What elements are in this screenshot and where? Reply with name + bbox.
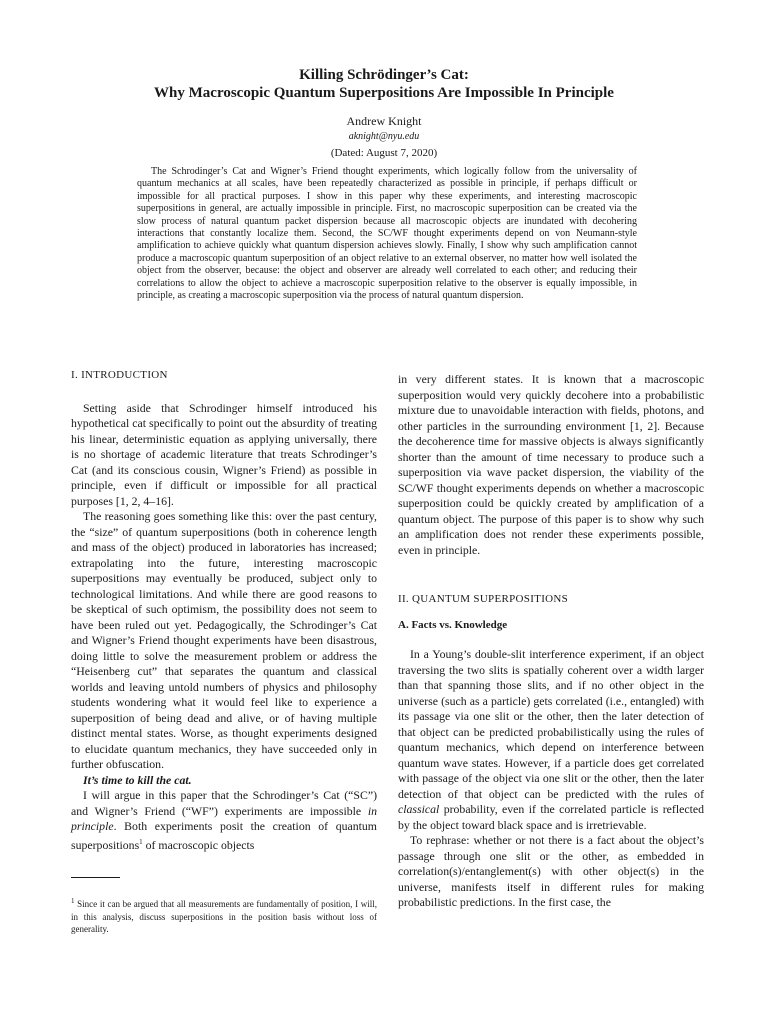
- title-line-2: Why Macroscopic Quantum Superpositions Are Impossible In Principle: [154, 85, 614, 101]
- section-heading-quantum-superpositions: II. QUANTUM SUPERPOSITIONS: [398, 593, 569, 605]
- author-name: Andrew Knight: [346, 114, 422, 128]
- s2-p1-text-a: In a Young’s double-slit interference experiment, if an object traversing the two slits is spatially coherent over a width larger than that spanning those slits, and if no other object in the universe (such as a particle) gets correlated (i.e., entangled) with its passage via one slit or the other, then the later detection of that object can be predicted probabilistically using the rules of quantum mechanics, which depend on interference between quantum wave states. However, if a particle does get correlated with passage of the object via one slit or the other, then the later detection of that object can be predicted with the rules of: [398, 647, 704, 801]
- s2-p1-emphasis: classical: [398, 802, 440, 816]
- footnote-mark: 1: [71, 897, 75, 905]
- intro-p3-text-c: of macroscopic objects: [142, 837, 255, 852]
- intro-paragraph-3: [71, 788, 377, 853]
- footnote-divider: [71, 877, 120, 878]
- intro-p3-emphasis: in principle: [71, 803, 377, 833]
- intro-p3-text-a: I will argue in this paper that the Schrodinger’s Cat (“SC”) and Wigner’s Friend (“WF”) experiments are impossible: [71, 788, 377, 818]
- section-heading-introduction: I. INTRODUCTION: [71, 369, 168, 381]
- intro-paragraph-1: Setting aside that Schrodinger himself introduced his hypothetical cat specifically to point out the absurdity of treating his linear, deterministic equation as applying universally, there is no shortage of academic literature that treats Schrodinger’s Cat (and its conscious cousin, Wigner’s Friend) as possible in principle, even if difficult or impossible for all practical purposes [1, 2, 4–16].: [71, 400, 377, 508]
- title-line-1: Killing Schrödinger’s Cat:: [299, 67, 469, 83]
- footnote-1: [71, 895, 377, 936]
- intro-p3-text-b: . Both experiments posit the creation of quantum superpositions: [71, 819, 377, 852]
- date-line: (Dated: August 7, 2020): [330, 147, 438, 159]
- intro-continuation: in very different states. It is known that a macroscopic superposition would very quickly decohere into a probabilistic mixture due to unavoidable interaction with fields, photons, and other particles in the surrounding environment [1, 2]. Because the decoherence time for massive objects is always significantly shorter than the amount of time necessary to produce such a superposition via wave packet dispersion, the viability of the SC/WF thought experiments depends on whether a macroscopic superposition could be quickly created by amplification of a quantum object. The purpose of this paper is to show why such an amplification does not render these experiments possible, even in principle.: [398, 372, 704, 557]
- section2-paragraph-2: To rephrase: whether or not there is a fact about the object’s passage through one slit or the other, as embedded in correlation(s)/entanglement(s) with other object(s) in the universe, manifests itself in different rules for making probabilistic predictions. In the first case, the: [398, 833, 704, 909]
- section2-paragraph-1: [398, 647, 704, 833]
- author-email: aknight@nyu.edu: [348, 131, 420, 142]
- subsection-heading-facts-vs-knowledge: A. Facts vs. Knowledge: [398, 618, 508, 631]
- s2-p1-text-b: probability, even if the correlated particle is reflected by the object toward black space and is irretrievable.: [398, 802, 704, 832]
- footnote-text: Since it can be argued that all measurements are fundamentally of position, I will, in this analysis, discuss superpositions in the position basis without loss of generality.: [71, 899, 378, 934]
- paper-title: [60, 66, 708, 102]
- right-column: [398, 372, 704, 911]
- left-column: [71, 368, 377, 853]
- intro-paragraph-2: The reasoning goes something like this: over the past century, the “size” of quantum superpositions (both in coherence length and mass of the object) produced in laboratories has increased; extrapolating into the future, interesting macroscopic superpositions may eventually be produced, subject only to technological limitations. And while there are good reasons to be skeptical of such optimism, the possibility does not seem to have been ruled out yet. Pedagogically, the Schrodinger’s Cat and Wigner’s Friend thought experiments have been disastrous, doing little to solve the measurement problem or address the “Heisenberg cut” that separates the quantum and classical worlds and leaving untold numbers of physics and philosophy students wondering what it would feel like to experience a superposition of being dead and alive, or of having multiple distinct mental states. Worse, as thought experiments designed to elucidate quantum mechanics, they have succeeded only in further obfuscation.: [71, 509, 377, 771]
- abstract: The Schrodinger’s Cat and Wigner’s Friend thought experiments, which logically follow from the universality of quantum mechanics at all scales, have been repeatedly characterized as possible in principle, if perhaps difficult or impossible for all practical purposes. I show in this paper why these experiments, and interesting macroscopic superpositions in general, are actually impossible in principle. First, no macroscopic superposition can be created via the slow process of natural quantum packet dispersion because all macroscopic objects are inundated with decohering interactions that constantly localize them. Second, the SC/WF thought experiments depend on von Neumann-style amplification to achieve quickly what quantum dispersion achieves slowly. Finally, I show why such amplification cannot produce a macroscopic quantum superposition of an object relative to an external observer, no matter how well isolated the object from the observer, because: the object and observer are already well correlated to each other; and reducing their correlations to allow the object to achieve a macroscopic superposition relative to the observer is equally impossible, in principle, as creating a macroscopic superposition via the process of natural quantum dispersion.: [137, 166, 637, 302]
- footnote-ref-1[interactable]: 1: [139, 837, 143, 846]
- kill-the-cat-line: It’s time to kill the cat.: [83, 772, 192, 787]
